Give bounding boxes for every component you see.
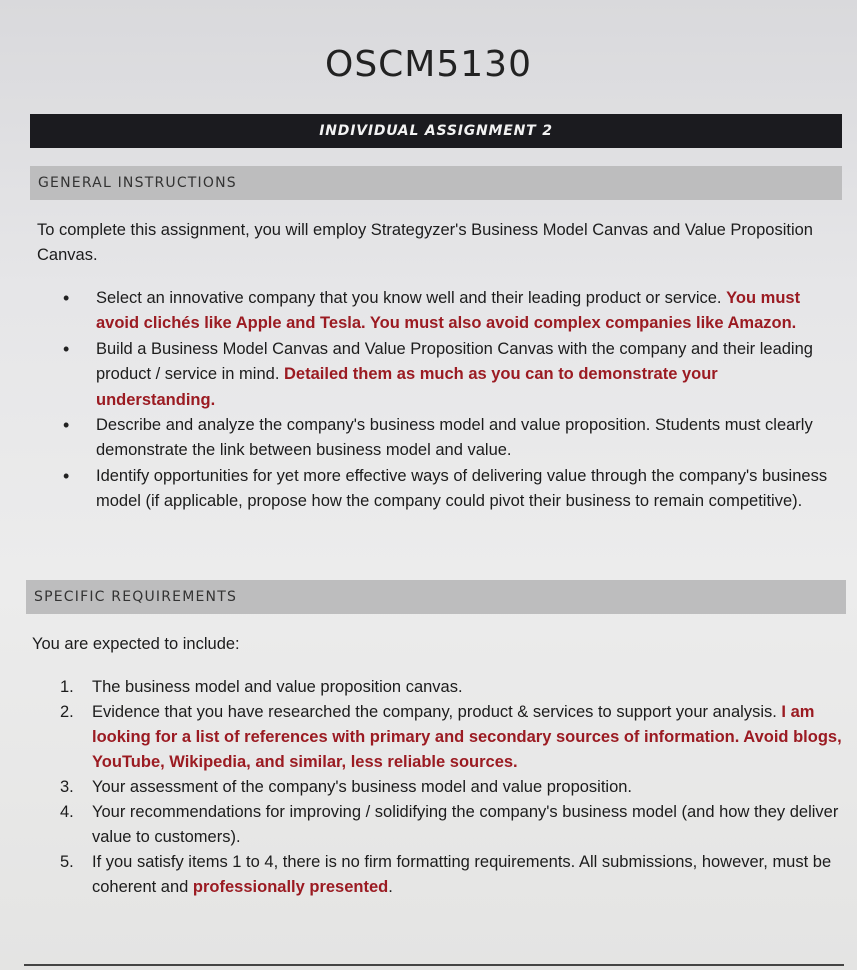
bullet-item: • Identify opportunities for yet more effective ways of delivering value through the company's business model (if applicable, propose how the company could pivot their business to remain competitive).	[63, 465, 828, 511]
bullet-item: • Describe and analyze the company's business model and value proposition. Students must clearly demonstrate the link between business model and value.	[63, 415, 813, 460]
bullet-emphasis: Detailed them as much as you can to demonstrate your understanding.	[96, 365, 718, 409]
bullet-icon: •	[63, 415, 70, 436]
specific-heading-text: SPECIFIC REQUIREMENTS	[34, 589, 238, 605]
course-code-title: OSCM5130	[324, 44, 532, 85]
item-number: 2.	[60, 703, 74, 721]
general-intro: To complete this assignment, you will employ Strategyzer's Business Model Canvas and Value Proposition Canvas.	[37, 221, 813, 264]
requirement-item: 5. If you satisfy items 1 to 4, there is no firm formatting requirements. All submissions, however, must be coherent and professionally presented.	[58, 850, 848, 900]
requirement-item: 2. Evidence that you have researched the company, product & services to support your analysis. I am looking for a list of references with primary and secondary sources of information. Avoid blogs, YouTube, Wikipedia, and similar, less reliable sources.	[58, 700, 848, 775]
requirement-emphasis: I am looking for a list of references with primary and secondary sources of information. Avoid blogs, YouTube, Wikipedia, and similar, less reliable sources.	[92, 703, 842, 771]
bullet-item: • Select an innovative company that you know well and their leading product or service. You must avoid clichés like Apple and Tesla. You must also avoid complex companies like Amazon.	[63, 288, 801, 333]
specific-intro: You are expected to include:	[32, 635, 240, 653]
general-instructions-heading	[30, 166, 842, 200]
item-number: 4.	[60, 803, 74, 821]
bullet-icon: •	[63, 465, 70, 486]
requirements-list	[58, 675, 848, 900]
bottom-divider	[24, 964, 844, 966]
assignment-title-bar	[30, 114, 842, 148]
item-number: 5.	[60, 853, 74, 871]
bullet-icon: •	[63, 288, 70, 308]
requirement-item: 4. Your recommendations for improving / solidifying the company's business model (and how they deliver value to customers).	[58, 800, 848, 850]
general-heading-text: GENERAL INSTRUCTIONS	[38, 175, 237, 191]
assignment-title: INDIVIDUAL ASSIGNMENT 2	[319, 123, 553, 139]
requirement-item: 3. Your assessment of the company's business model and value proposition.	[58, 775, 848, 800]
instruction-bullet-list	[60, 286, 830, 515]
requirement-emphasis: professionally presented	[192, 878, 389, 896]
bullet-emphasis: You must avoid clichés like Apple and Tesla. You must also avoid complex companies like Amazon.	[96, 289, 801, 333]
bullet-icon: •	[63, 338, 70, 359]
requirement-item: 1. The business model and value proposition canvas.	[58, 675, 848, 700]
item-number: 1.	[60, 678, 74, 696]
specific-requirements-heading	[26, 580, 846, 614]
item-number: 3.	[60, 778, 74, 796]
bullet-item: • Build a Business Model Canvas and Value Proposition Canvas with the company and their leading product / service in mind. Detailed them as much as you can to demonstrate your understanding.	[63, 338, 813, 409]
